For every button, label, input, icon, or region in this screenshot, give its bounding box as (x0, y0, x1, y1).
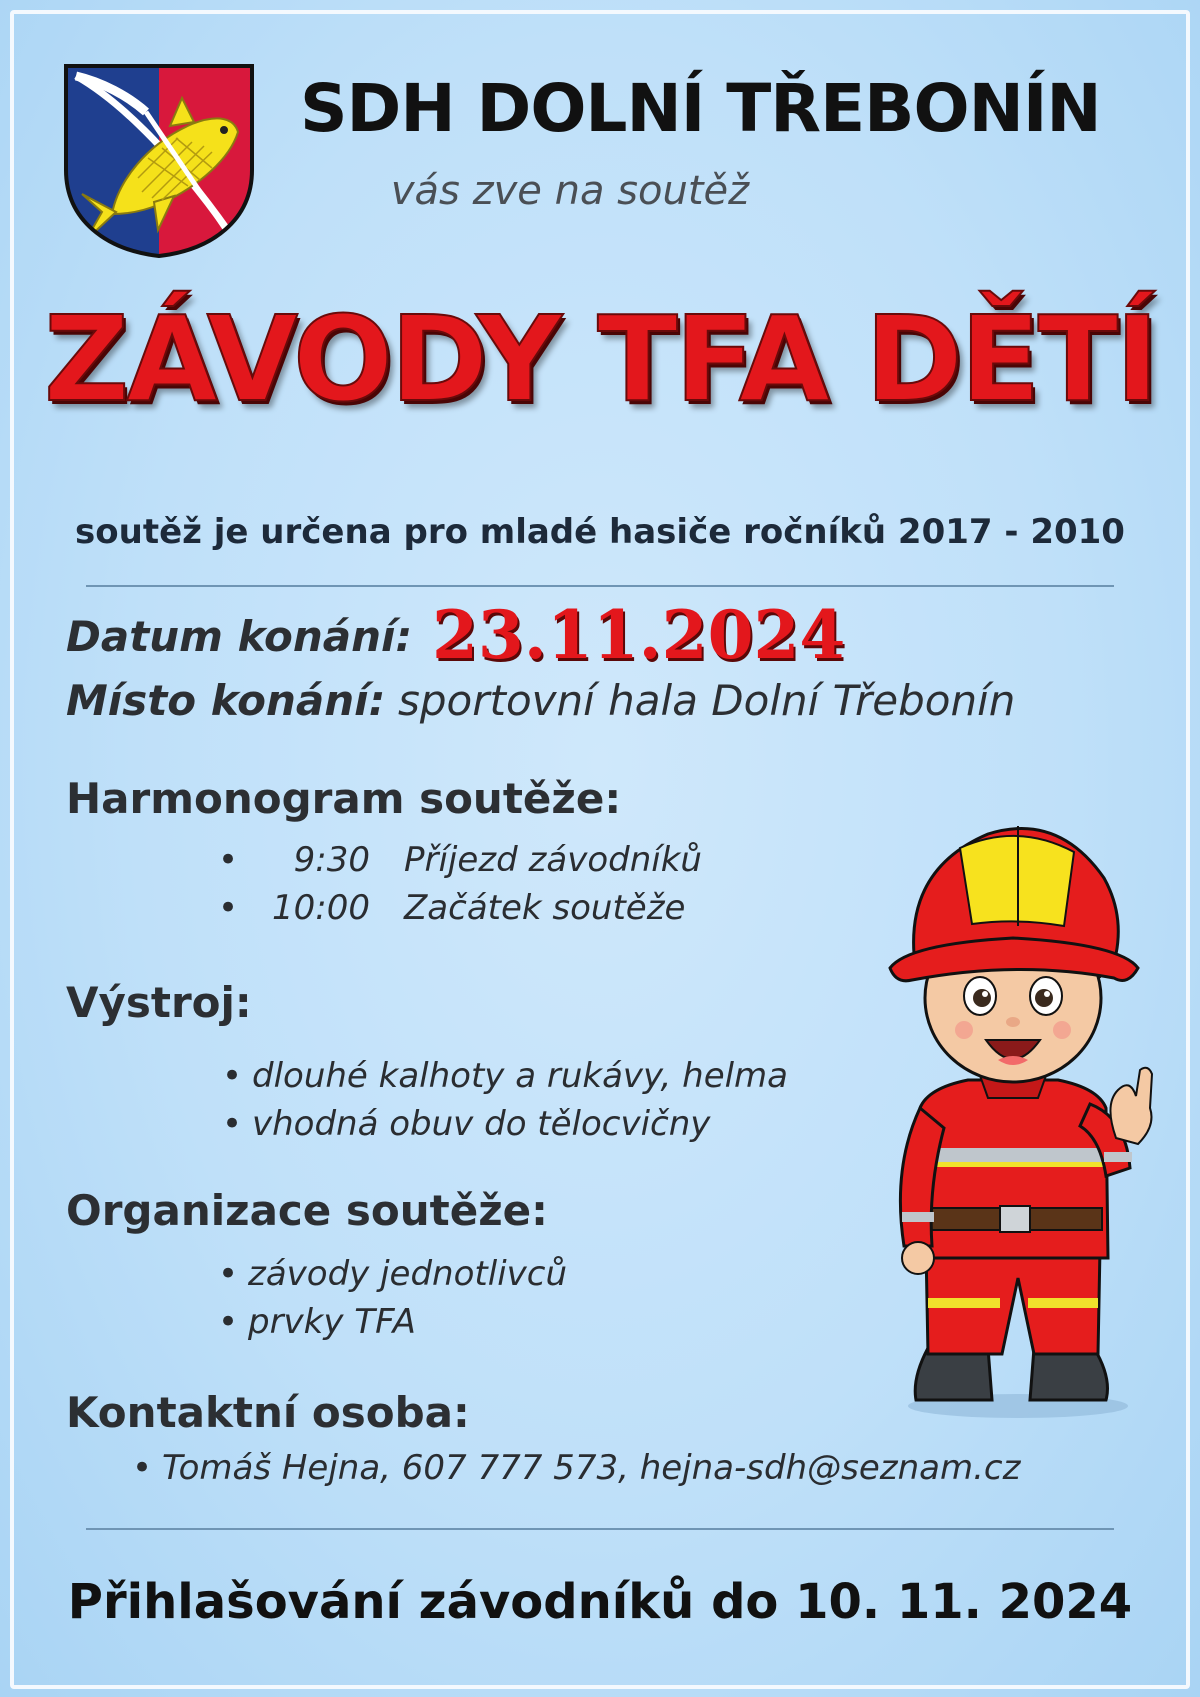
equipment-text: vhodná obuv do tělocvičny (252, 1104, 711, 1144)
equipment-item: • vhodná obuv do tělocvičny (222, 1104, 711, 1144)
contact-heading: Kontaktní osoba: (66, 1388, 470, 1437)
eligibility-text: soutěž je určena pro mladé hasiče ročníků 2017 - 2010 (75, 512, 1125, 552)
organization-heading: Organizace soutěže: (66, 1186, 548, 1235)
organization-item: • závody jednotlivců (218, 1254, 567, 1294)
organization-title: SDH DOLNÍ TŘEBONÍN (300, 70, 1101, 147)
schedule-heading: Harmonogram soutěže: (66, 774, 622, 823)
divider-top (86, 585, 1114, 587)
coat-of-arms-icon (62, 62, 256, 258)
contact-item: • Tomáš Hejna, 607 777 573, hejna-sdh@seznam.cz (132, 1448, 1021, 1488)
registration-deadline: Přihlašování závodníků do 10. 11. 2024 (67, 1574, 1133, 1630)
schedule-item: • 9:30 Příjezd závodníků (218, 840, 702, 880)
equipment-text: dlouhé kalhoty a rukávy, helma (252, 1056, 789, 1096)
date-value: 23.11.2024 (432, 596, 846, 674)
organization-text: prvky TFA (248, 1302, 416, 1342)
equipment-heading: Výstroj: (66, 978, 252, 1027)
firefighter-kid-icon (868, 808, 1158, 1420)
equipment-item: • dlouhé kalhoty a rukávy, helma (222, 1056, 789, 1096)
organization-item: • prvky TFA (218, 1302, 416, 1342)
divider-bottom (86, 1528, 1114, 1530)
date-label: Datum konání: (66, 612, 413, 661)
schedule-item: • 10:00 Začátek soutěže (218, 888, 686, 928)
organization-text: závody jednotlivců (248, 1254, 567, 1294)
event-title: ZÁVODY TFA DĚTÍ (43, 290, 1157, 428)
place-label: Místo konání: (66, 676, 386, 725)
invite-text: vás zve na soutěž (390, 168, 750, 214)
contact-text: Tomáš Hejna, 607 777 573, hejna-sdh@seznam.cz (162, 1448, 1021, 1488)
schedule-text: Příjezd závodníků (404, 840, 702, 880)
schedule-text: Začátek soutěže (404, 888, 686, 928)
schedule-time: 9:30 (293, 840, 370, 880)
schedule-time: 10:00 (272, 888, 370, 928)
place-value: sportovní hala Dolní Třebonín (398, 676, 1016, 725)
